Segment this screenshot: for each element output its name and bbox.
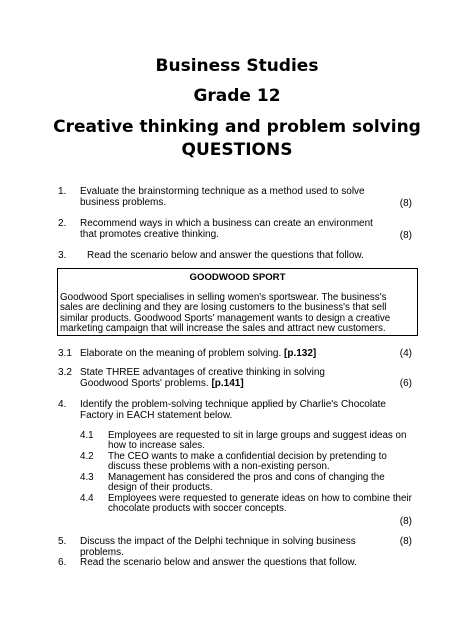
question-marks: (8) [399,230,412,241]
question-number: 5. [58,536,67,547]
item-text: Management has considered the pros and cons of changing the design of their products. [108,472,385,494]
question-4-marks: (8) [399,516,412,527]
question-text: Evaluate the brainstorming technique as a method used to solve business problems. [80,186,365,208]
question-text: Identify the problem-solving technique applied by Charlie's Chocolate Factory in EACH statement below. [80,399,386,421]
question-text [80,367,338,389]
page-reference: [p.141] [211,378,244,389]
topic-title: Creative thinking and problem solving [53,117,421,137]
scenario-title: GOODWOOD SPORT [189,272,286,283]
question-number: 6. [58,557,67,568]
item-number: 4.3 [80,472,94,483]
question-marks: (4) [399,348,412,359]
question-marks: (8) [399,536,412,547]
question-marks: (6) [399,378,412,389]
item-number: 4.1 [80,430,94,441]
question-body: State THREE advantages of creative thinking in solving Goodwood Sports' problems. [80,367,325,389]
question-number: 4. [58,399,67,410]
item-number: 4.4 [80,493,94,504]
question-text: Recommend ways in which a business can create an environment that promotes creative thinking. [80,218,373,240]
item-number: 4.2 [80,451,94,462]
question-text [80,348,390,359]
page-reference: [p.132] [284,348,317,359]
question-text: Discuss the impact of the Delphi technique in solving business problems. [80,536,356,558]
item-text: Employees are requested to sit in large groups and suggest ideas on how to increase sales. [108,430,407,452]
question-text: Read the scenario below and answer the questions that follow. [80,557,357,568]
question-number: 3.1 [58,348,72,359]
question-text: Read the scenario below and answer the questions that follow. [87,250,364,261]
scenario-text: Goodwood Sport specialises in selling women's sportswear. The business's sales are declining and they are losing customers to the business's that sell similar products. Goodwood Sports' management wants to design a creative marketing campaign that will increase the sales and attract new customers. [60,292,391,335]
question-number: 3.2 [58,367,72,378]
question-body: Elaborate on the meaning of problem solving. [80,348,282,359]
item-text: The CEO wants to make a confidential decision by pretending to discuss these problems with a non-existing person. [108,451,387,473]
subject-title: Business Studies [155,56,319,76]
question-number: 2. [58,218,67,229]
question-number: 3. [58,250,67,261]
questions-heading: QUESTIONS [181,140,293,160]
item-text: Employees were requested to generate ideas on how to combine their chocolate products with soccer concepts. [108,493,412,515]
question-number: 1. [58,186,67,197]
scenario-box [57,268,418,336]
grade-title: Grade 12 [193,86,281,106]
question-marks: (8) [399,198,412,209]
